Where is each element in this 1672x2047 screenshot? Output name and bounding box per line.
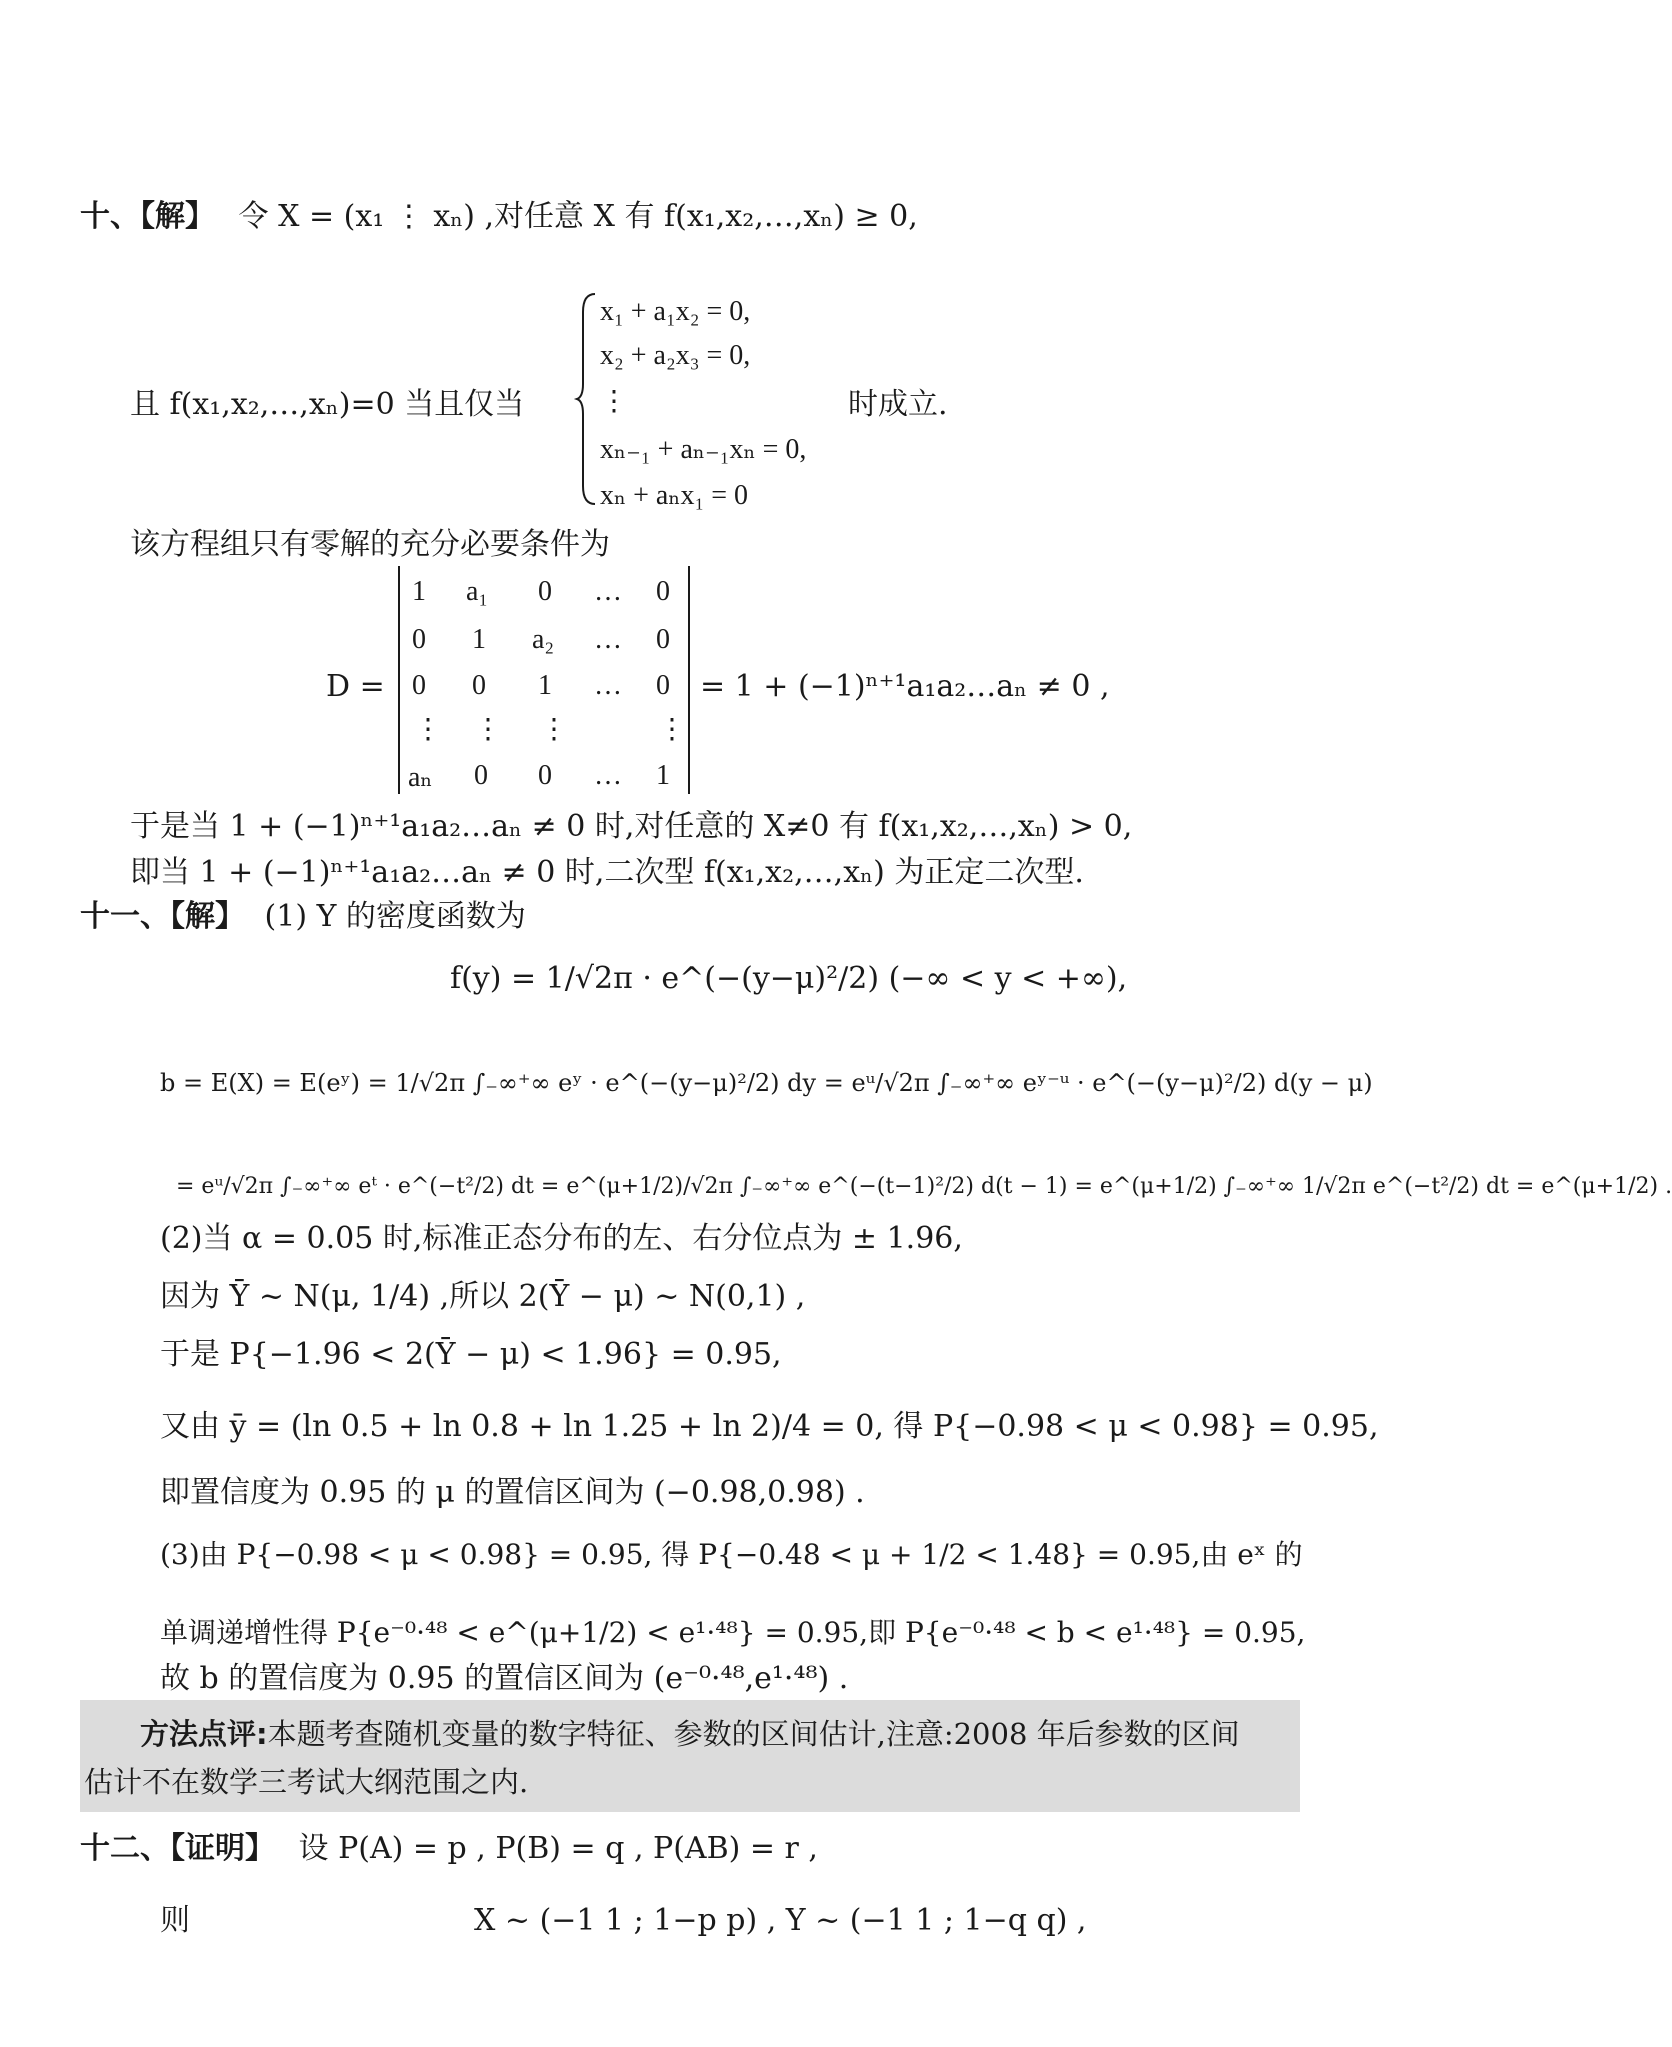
det-label: D = (326, 669, 385, 704)
section10-line2-prefix: 且 f(x₁,x₂,…,xₙ)=0 当且仅当 (130, 387, 525, 422)
det-cell: 0 (412, 670, 426, 701)
section11-line8: 单调递增性得 P{e⁻⁰·⁴⁸ < e^(μ+1/2) < e¹·⁴⁸} = 0.95,即 P{e⁻⁰·⁴⁸ < b < e¹·⁴⁸} = 0.95, (160, 1616, 1306, 1649)
det-cell: … (594, 670, 622, 701)
det-cell: 0 (472, 670, 486, 701)
section10-row1 (80, 198, 918, 236)
det-cell: 0 (538, 760, 552, 791)
det-cell: 0 (474, 760, 488, 791)
comment-line2: 估计不在数学三考试大纲范围之内. (84, 1765, 529, 1799)
det-left-bar (398, 566, 400, 794)
section12-line1: 设 P(A) = p , P(B) = q , P(AB) = r , (298, 1831, 818, 1866)
section12-dist: X ~ (−1 1 ; 1−p p) , Y ~ (−1 1 ; 1−q q) , (474, 1903, 1087, 1938)
system-brace-icon (575, 292, 599, 506)
section10-line3: 该方程组只有零解的充分必要条件为 (130, 527, 610, 562)
section11-line7: (3)由 P{−0.98 < μ < 0.98} = 0.95, 得 P{−0.48 < μ + 1/2 < 1.48} = 0.95,由 eˣ 的 (160, 1538, 1303, 1571)
det-cell: 1 (472, 624, 486, 655)
det-cell: … (594, 624, 622, 655)
system-eq-2: x₂ + a₂x₃ = 0, (600, 340, 751, 371)
system-eq-3: ⋮ (600, 386, 628, 417)
det-cell: ⋮ (658, 714, 686, 745)
section11-row1 (80, 898, 526, 936)
det-result: = 1 + (−1)ⁿ⁺¹a₁a₂…aₙ ≠ 0 , (700, 669, 1110, 704)
comment-row1 (140, 1712, 1240, 1753)
expectation-eq2: = eᵘ/√2π ∫₋∞⁺∞ eᵗ · e^(−t²/2) dt = e^(μ+1/2)/√2π ∫₋∞⁺∞ e^(−(t−1)²/2) d(t − 1) = e^(μ+1/2) ∫₋∞⁺∞ 1/√2π e^(−t²/2) dt = e^(μ+1/2) . (176, 1174, 1672, 1199)
det-cell: ⋮ (414, 714, 442, 745)
section11-line4: 于是 P{−1.96 < 2(Ȳ − μ) < 1.96} = 0.95, (160, 1337, 782, 1372)
det-cell: 1 (412, 576, 426, 607)
det-cell: 0 (412, 624, 426, 655)
section10-line2-suffix: 时成立. (848, 387, 948, 422)
section11-line2: (2)当 α = 0.05 时,标准正态分布的左、右分位点为 ± 1.96, (160, 1221, 963, 1256)
section11-line6: 即置信度为 0.95 的 μ 的置信区间为 (−0.98,0.98) . (160, 1475, 865, 1510)
section10-line5: 即当 1 + (−1)ⁿ⁺¹a₁a₂…aₙ ≠ 0 时,二次型 f(x₁,x₂,…,xₙ) 为正定二次型. (130, 855, 1084, 890)
system-eq-4: xₙ₋₁ + aₙ₋₁xₙ = 0, (600, 434, 807, 465)
det-cell: 1 (656, 760, 670, 791)
det-cell: ⋮ (540, 714, 568, 745)
section10-line4: 于是当 1 + (−1)ⁿ⁺¹a₁a₂…aₙ ≠ 0 时,对任意的 X≠0 有 f(x₁,x₂,…,xₙ) > 0, (130, 809, 1133, 844)
det-cell: 0 (656, 624, 670, 655)
section10-title: 十、【解】 (80, 199, 215, 234)
comment-line1: 本题考查随机变量的数字特征、参数的区间估计,注意:2008 年后参数的区间 (267, 1717, 1240, 1751)
comment-label: 方法点评: (140, 1717, 268, 1751)
section12-title: 十二、【证明】 (80, 1831, 275, 1866)
det-cell: … (594, 760, 622, 791)
det-cell: a₁ (466, 576, 489, 607)
det-cell: ⋮ (474, 714, 502, 745)
section11-line5: 又由 ȳ = (ln 0.5 + ln 0.8 + ln 1.25 + ln 2)/4 = 0, 得 P{−0.98 < μ < 0.98} = 0.95, (160, 1409, 1379, 1444)
det-right-bar (688, 566, 690, 794)
section11-line3: 因为 Ȳ ~ N(μ, 1/4) ,所以 2(Ȳ − μ) ~ N(0,1) , (160, 1279, 806, 1314)
det-cell: 0 (656, 670, 670, 701)
section11-line1: (1) Y 的密度函数为 (264, 899, 526, 934)
det-cell: 0 (538, 576, 552, 607)
expectation-eq1: b = E(X) = E(eʸ) = 1/√2π ∫₋∞⁺∞ eʸ · e^(−(y−μ)²/2) dy = eᵘ/√2π ∫₋∞⁺∞ eʸ⁻ᵘ · e^(−(y−μ)²/2) d(y − μ) (160, 1069, 1373, 1097)
section11-title: 十一、【解】 (80, 899, 245, 934)
section12-then: 则 (160, 1903, 190, 1938)
system-eq-5: xₙ + aₙx₁ = 0 (600, 480, 748, 511)
det-cell: 0 (656, 576, 670, 607)
det-cell: … (594, 576, 622, 607)
det-cell: a₂ (532, 624, 555, 655)
density-formula: f(y) = 1/√2π · e^(−(y−μ)²/2) (−∞ < y < +∞), (450, 961, 1128, 996)
system-eq-1: x₁ + a₁x₂ = 0, (600, 296, 751, 327)
det-cell: 1 (538, 670, 552, 701)
section12-row1 (80, 1830, 818, 1868)
section11-line9: 故 b 的置信度为 0.95 的置信区间为 (e⁻⁰·⁴⁸,e¹·⁴⁸) . (160, 1661, 849, 1696)
section10-line1: 令 X = (x₁ ⋮ xₙ) ,对任意 X 有 f(x₁,x₂,…,xₙ) ≥ 0, (238, 199, 918, 234)
det-cell: aₙ (408, 762, 433, 793)
